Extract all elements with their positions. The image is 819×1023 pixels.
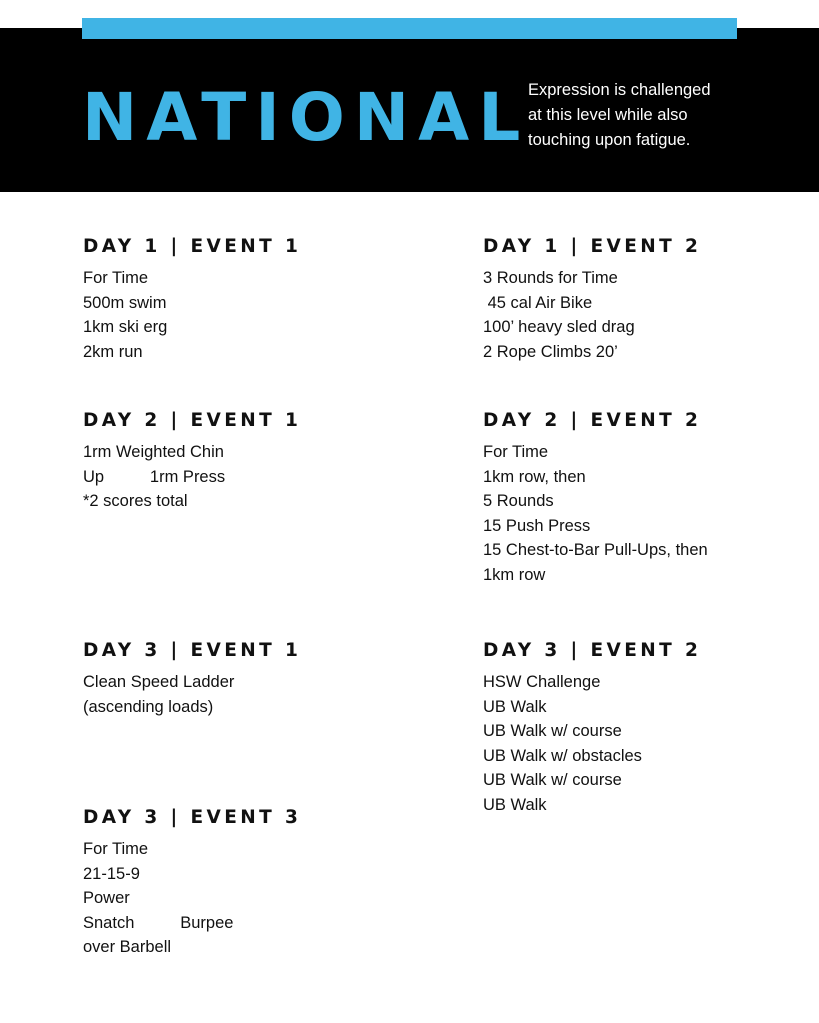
event-line: For Time (483, 443, 549, 461)
page-title: NATIONAL (82, 79, 530, 156)
event-line: 500m swim (83, 293, 167, 312)
event-heading: DAY 3 | EVENT 2 (483, 640, 702, 661)
event-line: UB Walk w/ course (483, 771, 622, 789)
event-heading: DAY 2 | EVENT 2 (483, 410, 702, 431)
event-line: Snatch Burpee (83, 913, 234, 932)
event-line: 1rm Weighted Chin (83, 443, 224, 461)
event-line: Clean Speed Ladder (83, 673, 235, 691)
event-line: 1km ski erg (83, 318, 168, 336)
event-day3-event1 (83, 640, 301, 719)
event-line: For Time (83, 840, 149, 858)
event-day3-event3 (83, 807, 301, 960)
event-day2-event2 (483, 410, 708, 587)
event-heading: DAY 3 | EVENT 1 (83, 640, 302, 661)
tagline-line: touching upon fatigue. (528, 131, 691, 149)
accent-bar (82, 18, 737, 39)
event-details (83, 440, 301, 514)
event-line: 45 cal Air Bike (483, 293, 593, 312)
event-line: *2 scores total (83, 492, 188, 510)
event-heading: DAY 3 | EVENT 3 (83, 807, 302, 828)
event-day1-event2 (483, 236, 701, 364)
event-day2-event1 (83, 410, 301, 514)
event-line: 15 Chest-to-Bar Pull-Ups, then (483, 541, 708, 559)
event-line: Power (83, 889, 130, 907)
event-line: HSW Challenge (483, 673, 601, 691)
event-line: UB Walk (483, 795, 547, 814)
event-line: UB Walk w/ obstacles (483, 746, 642, 765)
event-line: 1km row, then (483, 467, 586, 486)
event-details (83, 837, 301, 960)
tagline (528, 78, 768, 153)
event-details (483, 266, 701, 364)
event-line: For Time (83, 269, 149, 287)
event-line: Up 1rm Press (83, 467, 226, 486)
event-details (483, 440, 708, 587)
event-heading: DAY 2 | EVENT 1 (83, 410, 302, 431)
event-line: UB Walk (483, 697, 547, 716)
event-line: 2km run (83, 342, 143, 361)
event-line: UB Walk w/ course (483, 722, 622, 740)
event-line: 2 Rope Climbs 20’ (483, 342, 618, 361)
event-line: 21-15-9 (83, 864, 140, 883)
event-line: (ascending loads) (83, 697, 214, 716)
event-line: 3 Rounds for Time (483, 269, 618, 287)
tagline-line: at this level while also (528, 106, 688, 124)
tagline-line: Expression is challenged (528, 81, 711, 99)
event-line: over Barbell (83, 938, 172, 956)
event-line: 5 Rounds (483, 492, 554, 510)
event-line: 100’ heavy sled drag (483, 318, 635, 336)
event-line: 15 Push Press (483, 516, 591, 535)
event-heading: DAY 1 | EVENT 2 (483, 236, 702, 257)
event-day3-event2 (483, 640, 701, 817)
event-details (483, 670, 701, 817)
event-details (83, 670, 301, 719)
event-day1-event1 (83, 236, 301, 364)
event-heading: DAY 1 | EVENT 1 (83, 236, 302, 257)
event-details (83, 266, 301, 364)
event-line: 1km row (483, 565, 546, 584)
